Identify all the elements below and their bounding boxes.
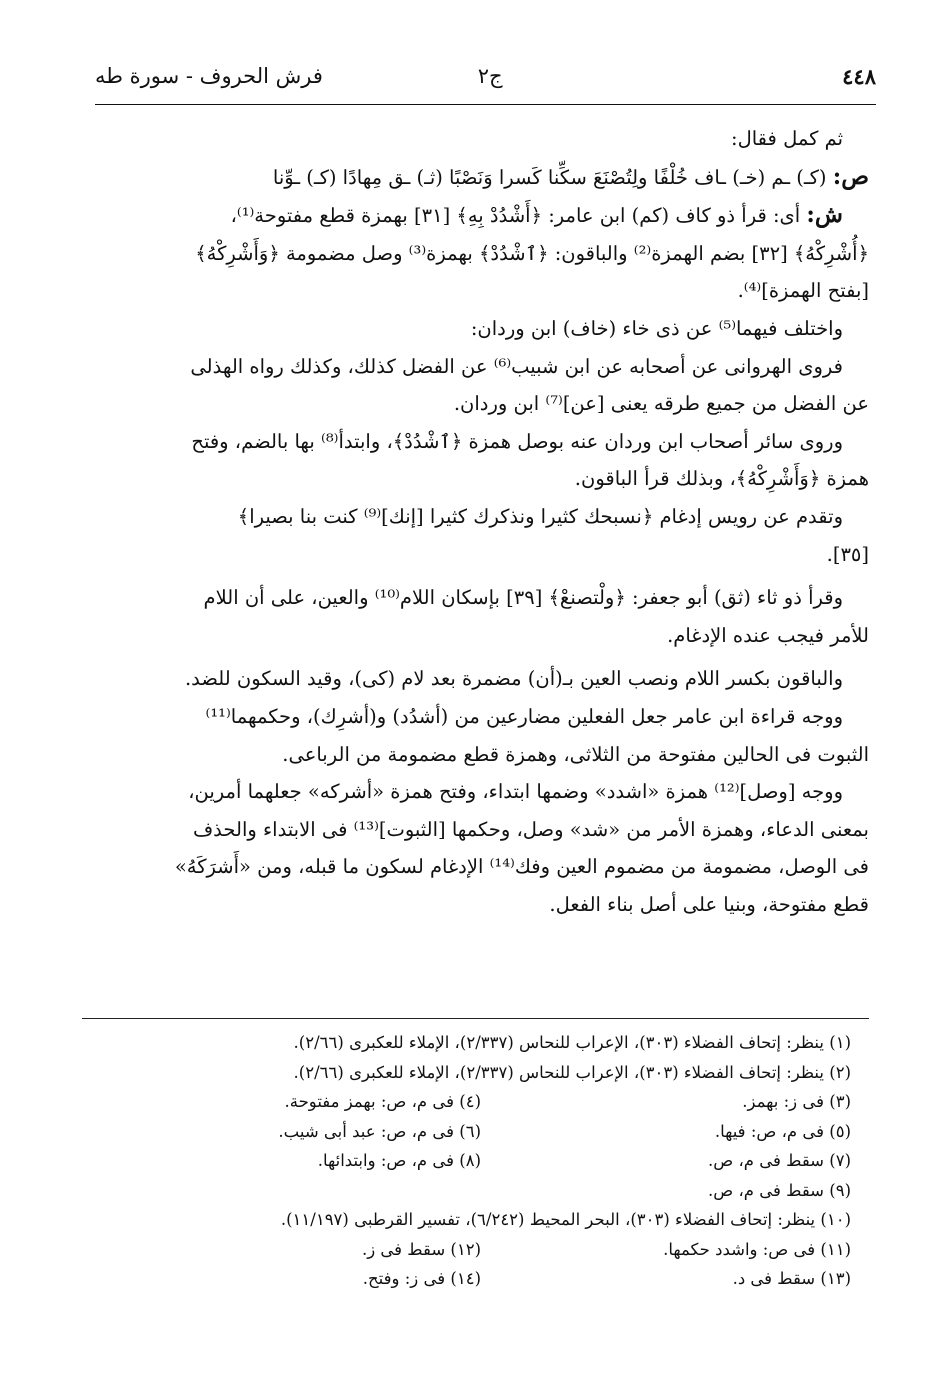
footnote: (١) ينظر: إتحاف الفضلاء (٣٠٣)، الإعراب للنحاس (٢/٣٣٧)، الإملاء للعكبرى (٢/٦٦).	[293, 1033, 851, 1052]
footnote: (٧) سقط فى م، ص.	[708, 1151, 851, 1170]
text-line: وقرأ ذو ثاء (ثق) أبو جعفر: ﴿ولْتصنعْ﴾ [٣٩] بإسكان اللام⁽¹⁰⁾ والعين، على أن اللام	[203, 586, 843, 610]
verse-marker: ص:	[832, 162, 869, 190]
volume-number: ج٢	[477, 64, 503, 88]
text-line: فروى الهروانى عن أصحابه عن ابن شبيب⁽⁶⁾ عن الفضل كذلك، وكذلك رواه الهذلى	[190, 354, 843, 378]
footnote: (٦) فى م، ص: عبد أبى شيب.	[278, 1121, 481, 1141]
verse-line	[82, 158, 869, 197]
text-line: ووجه قراءة ابن عامر جعل الفعلين مضارعين من (أشدُد) و(أشرِك)، وحكمهما⁽¹¹⁾	[205, 704, 843, 728]
text-line: والباقون بكسر اللام ونصب العين بـ(أن) مضمرة بعد لام (كى)، وقيد السكون للضد.	[184, 667, 843, 691]
text-line: [٣٥].	[826, 542, 869, 566]
footnote: (٤) فى م، ص: بهمز مفتوحة.	[284, 1092, 481, 1111]
verse-text: (كـ) ـم (خـ) ـاف خُلْفًا ولِتُصْنَعَ سكِّنا كَسرا وَنَصْبًا (ثـ) ـق مِهادًا (كـ) ـوِّنا	[272, 165, 833, 189]
text-line: [بفتح الهمزة]⁽⁴⁾.	[737, 279, 869, 303]
text-line: ووجه [وصل]⁽¹²⁾ همزة «اشدد» وضمها ابتداء، وفتح همزة «أشركه» جعلهما أمرين،	[188, 780, 843, 804]
text-line: فى الوصل، مضمومة من مضموم العين وفك⁽¹⁴⁾ الإدغام لسكون ما قبله، ومن «أَشرَكَهُ»	[174, 855, 869, 879]
footnote: (٢) ينظر: إتحاف الفضلاء (٣٠٣)، الإعراب للنحاس (٢/٣٣٧)، الإملاء للعكبرى (٢/٦٦).	[293, 1062, 851, 1082]
footnote: (٣) فى ز: بهمز.	[742, 1092, 851, 1111]
text-line: واختلف فيهما⁽⁵⁾ عن ذى خاء (خاف) ابن وردان:	[470, 316, 843, 340]
footnote: (١٣) سقط فى د.	[732, 1269, 851, 1288]
footnote: (١٠) ينظر: إتحاف الفضلاء (٣٠٣)، البحر المحيط (٦/٢٤٢)، تفسير القرطبى (١١/١٩٧).	[280, 1210, 851, 1229]
footnote: (٨) فى م، ص: وابتدائها.	[317, 1151, 481, 1170]
running-title: فرش الحروف - سورة طه	[95, 64, 323, 88]
text-line: ﴿أُشْرِكْهُ﴾ [٣٢] بضم الهمزة⁽²⁾ والباقون: ﴿ٱشْدُدْ﴾ بهمزة⁽³⁾ وصل مضمومة ﴿وَأَشْرِكْهُ﴾	[195, 241, 869, 265]
text-line: همزة ﴿وَأَشْرِكْهُ﴾، وبذلك قرأ الباقون.	[574, 467, 869, 491]
text-line: بمعنى الدعاء، وهمزة الأمر من «شد» وصل، وحكمها [الثبوت]⁽¹³⁾ فى الابتداء والحذف	[192, 817, 869, 841]
footnote: (٩) سقط فى م، ص.	[708, 1180, 851, 1200]
commentary-line	[82, 196, 869, 235]
footnote-separator	[82, 1018, 869, 1019]
page-header	[95, 64, 876, 104]
text-line: وروى سائر أصحاب ابن وردان عنه بوصل همزة ﴿ٱشْدُدْ﴾، وابتدأ⁽⁸⁾ بها بالضم، وفتح	[191, 429, 843, 453]
footnote: (١١) فى ص: واشدد حكمها.	[663, 1239, 851, 1259]
footnote: (١٤) فى ز: وفتح.	[362, 1269, 481, 1288]
text-line: عن الفضل من جميع طرقه يعنى [عن]⁽⁷⁾ ابن وردان.	[453, 392, 869, 416]
footnote: (٥) فى م، ص: فيها.	[714, 1121, 851, 1141]
footnotes	[82, 1028, 851, 1294]
footnote: (١٢) سقط فى ز.	[361, 1239, 481, 1259]
text-line: وتقدم عن رويس إدغام ﴿نسبحك كثيرا ونذكرك كثيرا [إنك]⁽⁹⁾ كنت بنا بصيرا﴾	[237, 504, 843, 528]
text-line: ثم كمل فقال:	[731, 127, 843, 150]
page-number: ٤٤٨	[842, 64, 876, 89]
text-line: للأمر فيجب عنده الإدغام.	[667, 623, 869, 647]
text-line: قطع مفتوحة، وبنيا على أصل بناء الفعل.	[549, 892, 869, 916]
text-line: الثبوت فى الحالين مفتوحة من الثلاثى، وهمزة قطع مضمومة من الرباعى.	[282, 742, 869, 766]
commentary-text: أى: قرأ ذو كاف (كم) ابن عامر: ﴿أَشْدُدْ بِهِ﴾ [٣١] بهمزة قطع مفتوحة⁽¹⁾،	[230, 204, 807, 228]
commentary-marker: ش:	[806, 201, 843, 229]
header-rule	[95, 104, 876, 105]
main-text	[82, 120, 869, 923]
